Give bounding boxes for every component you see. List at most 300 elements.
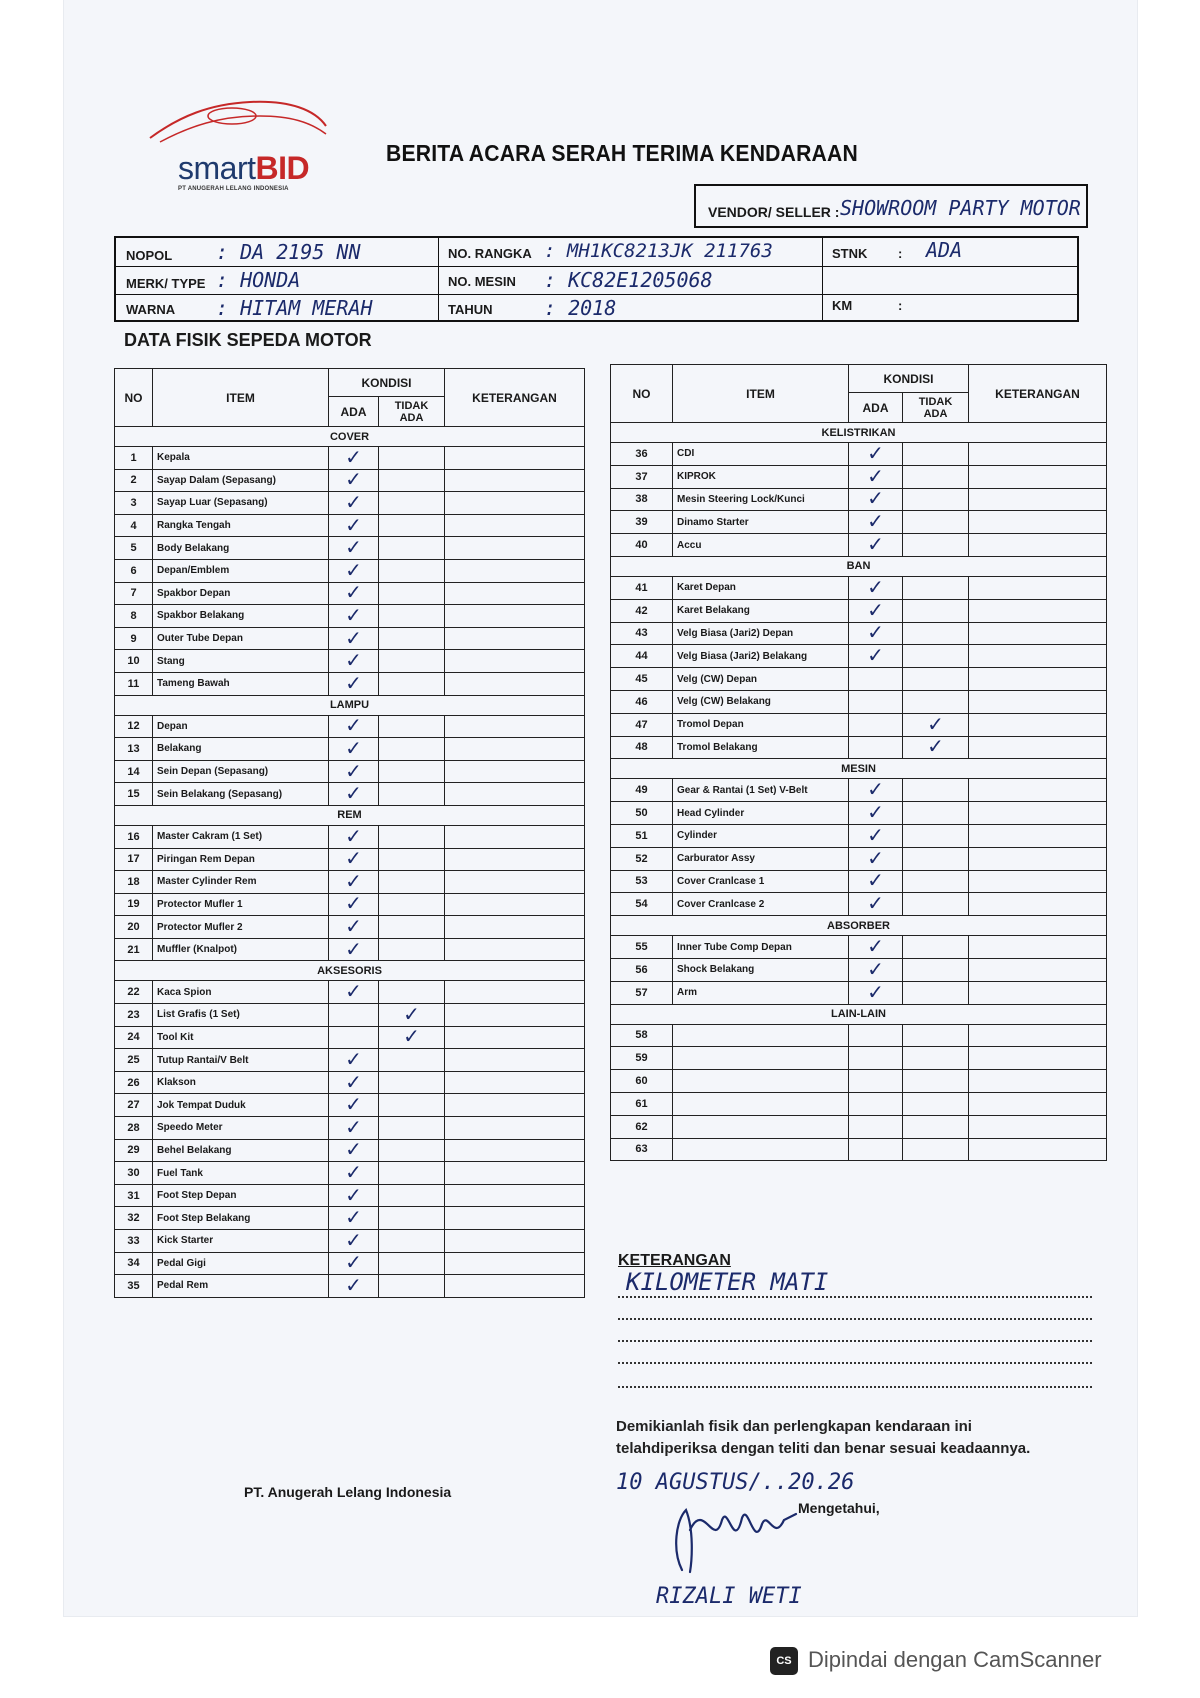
row-number: 10	[115, 650, 153, 673]
table-row	[115, 492, 585, 515]
item-name: Speedo Meter	[153, 1117, 329, 1140]
keterangan-cell	[969, 824, 1107, 847]
tidak-ada-check-cell	[379, 825, 445, 848]
tidak-ada-check-cell	[379, 1094, 445, 1117]
item-name: Master Cylinder Rem	[153, 871, 329, 894]
keterangan-cell	[445, 514, 585, 537]
row-number: 58	[611, 1024, 673, 1047]
check-icon: ✓	[849, 936, 903, 959]
table-row	[115, 1117, 585, 1140]
item-name: Sein Belakang (Sepasang)	[153, 783, 329, 806]
item-name: Protector Mufler 1	[153, 893, 329, 916]
table-row	[115, 582, 585, 605]
notes-line	[618, 1296, 1092, 1298]
item-name: Velg Biasa (Jari2) Depan	[673, 622, 849, 645]
item-name: Shock Belakang	[673, 958, 849, 981]
item-name: Accu	[673, 534, 849, 557]
item-name	[673, 1047, 849, 1070]
keterangan-cell	[969, 1092, 1107, 1115]
ada-check-cell	[849, 690, 903, 713]
tidak-ada-check-cell	[379, 492, 445, 515]
tidak-ada-check-cell	[379, 760, 445, 783]
keterangan-cell	[445, 760, 585, 783]
row-number: 38	[611, 488, 673, 511]
keterangan-cell	[445, 871, 585, 894]
check-icon: ✓	[903, 736, 969, 759]
tidak-ada-check-cell	[379, 916, 445, 939]
keterangan-cell	[969, 534, 1107, 557]
tidak-ada-check-cell	[379, 893, 445, 916]
row-number: 20	[115, 916, 153, 939]
keterangan-cell	[969, 736, 1107, 759]
group-label: LAMPU	[115, 695, 585, 715]
table-row	[611, 511, 1107, 534]
keterangan-cell	[445, 1252, 585, 1275]
row-number: 8	[115, 605, 153, 628]
ada-check-cell	[849, 1138, 903, 1161]
keterangan-cell	[445, 672, 585, 695]
item-name: Depan/Emblem	[153, 559, 329, 582]
tidak-ada-check-cell	[379, 605, 445, 628]
ada-check-cell	[849, 1070, 903, 1093]
row-number: 37	[611, 465, 673, 488]
table-row	[115, 783, 585, 806]
tidak-ada-check-cell	[379, 1275, 445, 1298]
table-row	[115, 981, 585, 1004]
row-number: 11	[115, 672, 153, 695]
keterangan-cell	[445, 1184, 585, 1207]
item-name: Karet Depan	[673, 576, 849, 599]
keterangan-cell	[969, 847, 1107, 870]
check-icon: ✓	[329, 605, 379, 628]
row-number: 60	[611, 1070, 673, 1093]
group-label: ABSORBER	[611, 916, 1107, 936]
notes-line	[618, 1340, 1092, 1342]
group-row	[115, 805, 585, 825]
row-number: 34	[115, 1252, 153, 1275]
row-number: 42	[611, 599, 673, 622]
row-number: 53	[611, 870, 673, 893]
item-name: Tool Kit	[153, 1026, 329, 1049]
keterangan-cell	[445, 1139, 585, 1162]
check-icon: ✓	[329, 916, 379, 939]
row-number: 13	[115, 738, 153, 761]
table-row	[115, 1207, 585, 1230]
item-name: Sayap Dalam (Sepasang)	[153, 469, 329, 492]
km-separator: :	[898, 298, 903, 313]
group-label: BAN	[611, 556, 1107, 576]
row-number: 29	[115, 1139, 153, 1162]
check-icon: ✓	[849, 893, 903, 916]
header-tidak-ada: TIDAK ADA	[903, 393, 969, 423]
table-row	[611, 802, 1107, 825]
table-row	[611, 645, 1107, 668]
item-name: Behel Belakang	[153, 1139, 329, 1162]
document-title: BERITA ACARA SERAH TERIMA KENDARAAN	[386, 140, 858, 166]
check-icon: ✓	[329, 650, 379, 673]
tidak-ada-check-cell	[903, 599, 969, 622]
group-row	[611, 759, 1107, 779]
header-tidak-ada: TIDAK ADA	[379, 397, 445, 427]
keterangan-cell	[445, 1071, 585, 1094]
item-name: Protector Mufler 2	[153, 916, 329, 939]
ada-check-cell	[849, 1115, 903, 1138]
check-icon: ✓	[329, 893, 379, 916]
tidak-ada-check-cell	[379, 848, 445, 871]
tidak-ada-check-cell	[903, 1047, 969, 1070]
check-icon: ✓	[329, 1207, 379, 1230]
item-name: Klakson	[153, 1071, 329, 1094]
tidak-ada-check-cell	[379, 582, 445, 605]
item-name: Carburator Assy	[673, 847, 849, 870]
keterangan-cell	[445, 537, 585, 560]
check-icon: ✓	[329, 1071, 379, 1094]
tidak-ada-check-cell	[379, 871, 445, 894]
check-icon: ✓	[329, 492, 379, 515]
keterangan-title: KETERANGAN	[618, 1252, 731, 1269]
item-name: Jok Tempat Duduk	[153, 1094, 329, 1117]
row-number: 52	[611, 847, 673, 870]
tidak-ada-check-cell	[903, 622, 969, 645]
notes-line	[618, 1362, 1092, 1364]
table-row	[115, 514, 585, 537]
ada-check-cell	[849, 1047, 903, 1070]
table-row	[115, 715, 585, 738]
table-row	[611, 668, 1107, 691]
camscanner-text: Dipindai dengan CamScanner	[808, 1647, 1102, 1672]
item-name: KIPROK	[673, 465, 849, 488]
keterangan-cell	[445, 582, 585, 605]
tidak-ada-check-cell	[379, 1139, 445, 1162]
table-row	[115, 1139, 585, 1162]
check-icon: ✓	[329, 1252, 379, 1275]
tidak-ada-check-cell	[903, 1115, 969, 1138]
header-no: NO	[115, 369, 153, 427]
keterangan-cell	[445, 1049, 585, 1072]
vendor-value: SHOWROOM PARTY MOTOR	[840, 196, 1081, 220]
table-row	[611, 713, 1107, 736]
tidak-ada-check-cell	[903, 690, 969, 713]
row-number: 12	[115, 715, 153, 738]
table-row	[115, 537, 585, 560]
check-icon: ✓	[329, 627, 379, 650]
item-name: Kaca Spion	[153, 981, 329, 1004]
keterangan-cell	[969, 576, 1107, 599]
item-name: Muffler (Knalpot)	[153, 938, 329, 961]
table-row	[611, 736, 1107, 759]
row-number: 43	[611, 622, 673, 645]
item-name: Velg (CW) Belakang	[673, 690, 849, 713]
keterangan-cell	[445, 1094, 585, 1117]
keterangan-cell	[445, 1207, 585, 1230]
item-name: Velg (CW) Depan	[673, 668, 849, 691]
check-icon: ✓	[329, 825, 379, 848]
table-row	[115, 672, 585, 695]
table-row	[115, 871, 585, 894]
row-number: 45	[611, 668, 673, 691]
row-number: 56	[611, 958, 673, 981]
header-kondisi: KONDISI	[329, 369, 445, 397]
check-icon: ✓	[329, 938, 379, 961]
keterangan-cell	[445, 938, 585, 961]
keterangan-cell	[969, 893, 1107, 916]
check-icon: ✓	[379, 1004, 445, 1027]
row-number: 35	[115, 1275, 153, 1298]
tidak-ada-check-cell	[379, 715, 445, 738]
tidak-ada-check-cell	[903, 1138, 969, 1161]
item-name: Kick Starter	[153, 1230, 329, 1253]
table-row	[611, 690, 1107, 713]
row-number: 21	[115, 938, 153, 961]
row-number: 28	[115, 1117, 153, 1140]
item-name: Sayap Luar (Sepasang)	[153, 492, 329, 515]
tidak-ada-check-cell	[903, 1070, 969, 1093]
company-name: PT. Anugerah Lelang Indonesia	[244, 1484, 452, 1500]
row-number: 31	[115, 1184, 153, 1207]
keterangan-cell	[969, 465, 1107, 488]
mesin-label: NO. MESIN	[448, 274, 516, 289]
item-name: Belakang	[153, 738, 329, 761]
closing-line-1: Demikianlah fisik dan perlengkapan kendaraan ini	[616, 1418, 972, 1435]
row-number: 54	[611, 893, 673, 916]
keterangan-cell	[969, 488, 1107, 511]
row-number: 46	[611, 690, 673, 713]
keterangan-cell	[969, 1047, 1107, 1070]
row-number: 62	[611, 1115, 673, 1138]
tidak-ada-check-cell	[903, 576, 969, 599]
group-label: AKSESORIS	[115, 961, 585, 981]
tidak-ada-check-cell	[379, 1071, 445, 1094]
group-row	[115, 695, 585, 715]
group-row	[611, 1004, 1107, 1024]
header-ada: ADA	[329, 397, 379, 427]
row-number: 26	[115, 1071, 153, 1094]
keterangan-cell	[445, 1117, 585, 1140]
item-name: Spakbor Depan	[153, 582, 329, 605]
camscanner-watermark	[742, 1635, 1188, 1691]
keterangan-cell	[445, 447, 585, 470]
header-kondisi: KONDISI	[849, 365, 969, 393]
signature-icon	[664, 1490, 804, 1576]
check-icon: ✓	[849, 981, 903, 1004]
row-number: 4	[115, 514, 153, 537]
rangka-label: NO. RANGKA	[448, 246, 532, 261]
item-name: Outer Tube Depan	[153, 627, 329, 650]
check-icon: ✓	[849, 576, 903, 599]
check-icon: ✓	[329, 871, 379, 894]
check-icon: ✓	[329, 559, 379, 582]
row-number: 22	[115, 981, 153, 1004]
tidak-ada-check-cell	[379, 938, 445, 961]
item-name: Rangka Tengah	[153, 514, 329, 537]
ada-check-cell	[849, 668, 903, 691]
tidak-ada-check-cell	[903, 936, 969, 959]
row-number: 51	[611, 824, 673, 847]
date-field: 10 AGUSTUS/..20.26	[616, 1470, 855, 1495]
keterangan-cell	[969, 690, 1107, 713]
keterangan-cell	[445, 1162, 585, 1185]
tidak-ada-check-cell	[379, 1117, 445, 1140]
keterangan-cell	[445, 738, 585, 761]
table-row	[611, 1115, 1107, 1138]
table-row	[115, 938, 585, 961]
vehicle-info-box	[114, 236, 1079, 322]
item-name: Stang	[153, 650, 329, 673]
merk-value: : HONDA	[216, 268, 301, 292]
table-row	[115, 469, 585, 492]
check-icon: ✓	[329, 1230, 379, 1253]
tidak-ada-check-cell	[379, 1207, 445, 1230]
check-icon: ✓	[329, 738, 379, 761]
row-number: 30	[115, 1162, 153, 1185]
row-number: 40	[611, 534, 673, 557]
smartbid-logo	[140, 86, 340, 196]
group-row	[611, 423, 1107, 443]
item-name: List Grafis (1 Set)	[153, 1004, 329, 1027]
row-number: 59	[611, 1047, 673, 1070]
item-name: Master Cakram (1 Set)	[153, 825, 329, 848]
checklist-table-left	[114, 368, 585, 1298]
group-label: KELISTRIKAN	[611, 423, 1107, 443]
check-icon: ✓	[849, 958, 903, 981]
table-row	[611, 779, 1107, 802]
row-number: 15	[115, 783, 153, 806]
tidak-ada-check-cell	[903, 847, 969, 870]
table-row	[611, 599, 1107, 622]
group-label: MESIN	[611, 759, 1107, 779]
table-row	[115, 738, 585, 761]
check-icon: ✓	[329, 514, 379, 537]
tidak-ada-check-cell	[903, 958, 969, 981]
table-row	[115, 650, 585, 673]
tidak-ada-check-cell	[903, 779, 969, 802]
tidak-ada-check-cell	[903, 1024, 969, 1047]
row-number: 2	[115, 469, 153, 492]
table-row	[115, 1184, 585, 1207]
keterangan-note: KILOMETER MATI	[626, 1268, 829, 1296]
keterangan-cell	[445, 559, 585, 582]
tahun-value: : 2018	[544, 296, 617, 320]
item-name	[673, 1070, 849, 1093]
item-name: Piringan Rem Depan	[153, 848, 329, 871]
check-icon: ✓	[329, 1184, 379, 1207]
tidak-ada-check-cell	[379, 447, 445, 470]
keterangan-cell	[969, 802, 1107, 825]
row-number: 61	[611, 1092, 673, 1115]
item-name: Foot Step Depan	[153, 1184, 329, 1207]
keterangan-cell	[969, 511, 1107, 534]
check-icon: ✓	[849, 870, 903, 893]
keterangan-cell	[445, 715, 585, 738]
item-name: Fuel Tank	[153, 1162, 329, 1185]
item-name: Gear & Rantai (1 Set) V-Belt	[673, 779, 849, 802]
table-row	[611, 893, 1107, 916]
table-row	[611, 1092, 1107, 1115]
tidak-ada-check-cell	[379, 514, 445, 537]
tidak-ada-check-cell	[903, 534, 969, 557]
row-number: 33	[115, 1230, 153, 1253]
item-name: Cover Cranlcase 2	[673, 893, 849, 916]
item-name: Spakbor Belakang	[153, 605, 329, 628]
km-label: KM	[832, 298, 853, 313]
table-row	[115, 1252, 585, 1275]
table-row	[115, 1162, 585, 1185]
check-icon: ✓	[329, 582, 379, 605]
check-icon: ✓	[849, 534, 903, 557]
rangka-value: : MH1KC8213JK 211763	[544, 240, 773, 262]
check-icon: ✓	[329, 469, 379, 492]
warna-value: : HITAM MERAH	[216, 296, 373, 320]
table-row	[611, 534, 1107, 557]
check-icon: ✓	[329, 1275, 379, 1298]
car-outline-icon	[140, 86, 340, 156]
item-name: Tutup Rantai/V Belt	[153, 1049, 329, 1072]
table-row	[115, 627, 585, 650]
row-number: 18	[115, 871, 153, 894]
check-icon: ✓	[849, 465, 903, 488]
keterangan-cell	[445, 825, 585, 848]
check-icon: ✓	[329, 1139, 379, 1162]
item-name	[673, 1115, 849, 1138]
row-number: 55	[611, 936, 673, 959]
row-number: 32	[115, 1207, 153, 1230]
check-icon: ✓	[849, 824, 903, 847]
tidak-ada-check-cell	[379, 627, 445, 650]
row-number: 3	[115, 492, 153, 515]
table-row	[611, 1047, 1107, 1070]
table-row	[115, 1230, 585, 1253]
stnk-label: STNK	[832, 246, 868, 261]
ada-check-cell	[849, 736, 903, 759]
keterangan-cell	[969, 599, 1107, 622]
item-name	[673, 1024, 849, 1047]
row-number: 23	[115, 1004, 153, 1027]
keterangan-cell	[969, 668, 1107, 691]
table-row	[115, 605, 585, 628]
tidak-ada-check-cell	[379, 672, 445, 695]
check-icon: ✓	[379, 1026, 445, 1049]
row-number: 47	[611, 713, 673, 736]
table-row	[611, 622, 1107, 645]
check-icon: ✓	[849, 645, 903, 668]
tahun-label: TAHUN	[448, 302, 493, 317]
item-name: Sein Depan (Sepasang)	[153, 760, 329, 783]
row-number: 41	[611, 576, 673, 599]
row-number: 1	[115, 447, 153, 470]
item-name: CDI	[673, 443, 849, 466]
tidak-ada-check-cell	[903, 870, 969, 893]
tidak-ada-check-cell	[903, 645, 969, 668]
item-name: Cylinder	[673, 824, 849, 847]
group-row	[611, 556, 1107, 576]
item-name	[673, 1092, 849, 1115]
tidak-ada-check-cell	[379, 1230, 445, 1253]
check-icon: ✓	[849, 511, 903, 534]
check-icon: ✓	[329, 1162, 379, 1185]
tidak-ada-check-cell	[379, 738, 445, 761]
row-number: 63	[611, 1138, 673, 1161]
ada-check-cell	[329, 1026, 379, 1049]
keterangan-cell	[969, 870, 1107, 893]
group-label: LAIN-LAIN	[611, 1004, 1107, 1024]
header-keterangan: KETERANGAN	[445, 369, 585, 427]
table-row	[115, 825, 585, 848]
tidak-ada-check-cell	[903, 511, 969, 534]
row-number: 36	[611, 443, 673, 466]
keterangan-cell	[445, 848, 585, 871]
table-row	[611, 870, 1107, 893]
item-name: Head Cylinder	[673, 802, 849, 825]
